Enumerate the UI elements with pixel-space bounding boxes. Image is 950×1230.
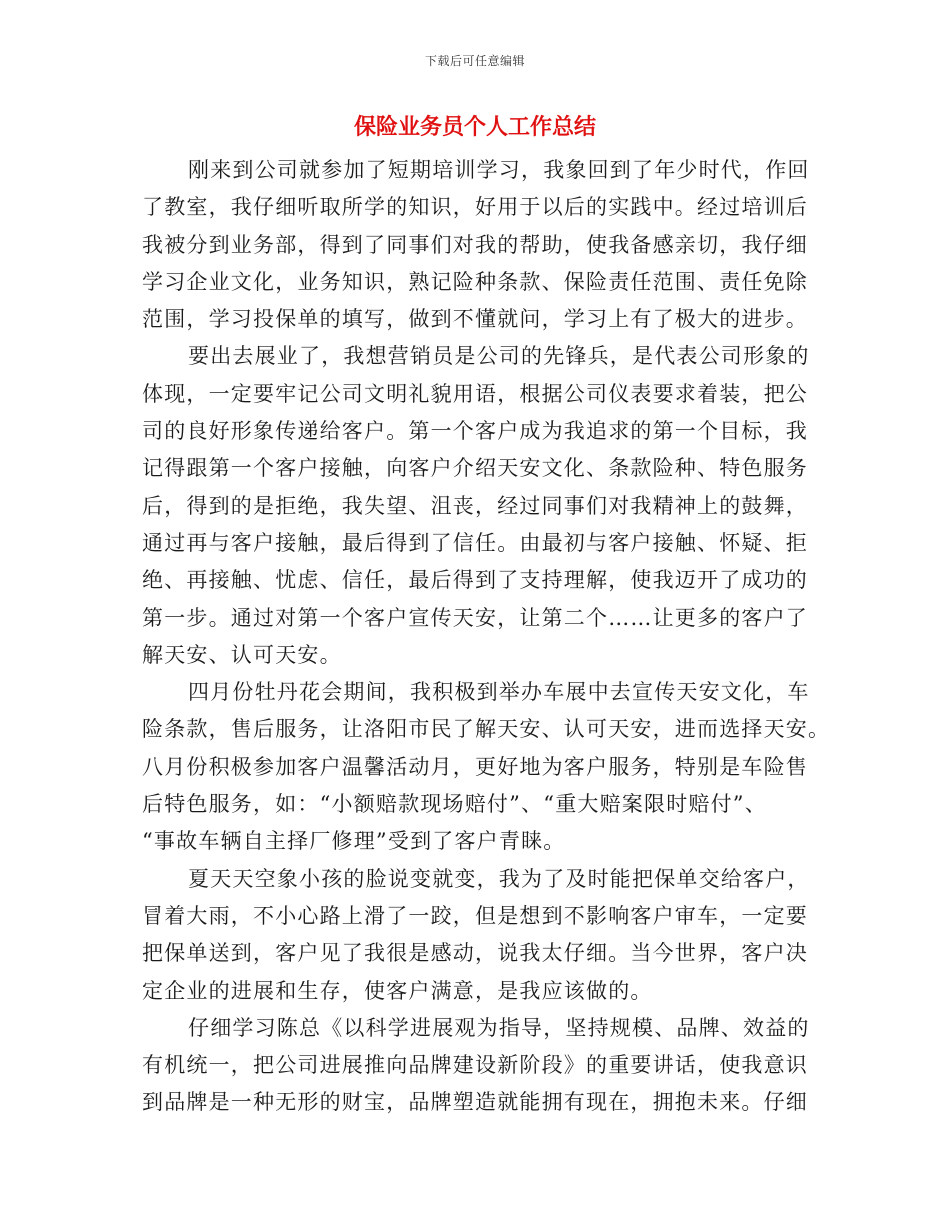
paragraph-line: 八月份积极参加客户温馨活动月，更好地为客户服务，特别是车险售	[142, 754, 808, 779]
document-body	[142, 152, 831, 1122]
paragraph-line: 有机统一，把公司进展推向品牌建设新阶段》的重要讲话，使我意识	[142, 1053, 808, 1078]
paragraph-line: 解天安、认可天安。	[142, 642, 342, 667]
paragraph-line: 到品牌是一种无形的财宝，品牌塑造就能拥有现在，拥抱未来。仔细	[142, 1090, 808, 1115]
paragraph-line: 仔细学习陈总《以科学进展观为指导，坚持规模、品牌、效益的	[188, 1015, 810, 1040]
paragraph-line: 体现，一定要牢记公司文明礼貌用语，根据公司仪表要求着装，把公	[142, 381, 808, 406]
paragraph-line: 学习企业文化，业务知识，熟记险种条款、保险责任范围、责任免除	[142, 269, 808, 294]
paragraph-line: 我被分到业务部，得到了同事们对我的帮助，使我备感亲切，我仔细	[142, 232, 808, 257]
paragraph-line: 定企业的进展和生存，使客户满意，是我应该做的。	[142, 978, 653, 1003]
paragraph-line: 夏天天空象小孩的脸说变就变，我为了及时能把保单交给客户，	[188, 866, 810, 891]
paragraph-line: 要出去展业了，我想营销员是公司的先锋兵，是代表公司形象的	[188, 344, 810, 369]
paragraph-line: 司的良好形象传递给客户。第一个客户成为我追求的第一个目标，我	[142, 419, 808, 444]
paragraph-line: 通过再与客户接触，最后得到了信任。由最初与客户接触、怀疑、拒	[142, 530, 808, 555]
paragraph-line: “事故车辆自主择厂修理”受到了客户青睐。	[142, 829, 566, 854]
paragraph-line: 冒着大雨，不小心路上滑了一跤，但是想到不影响客户审车，一定要	[142, 903, 808, 928]
paragraph-line: 后特色服务，如：“小额赔款现场赔付”、“重大赔案限时赔付”、	[142, 792, 767, 817]
paragraph-line: 第一步。通过对第一个客户宣传天安，让第二个……让更多的客户了	[142, 605, 808, 630]
header-note: 下载后可任意编辑	[424, 54, 525, 68]
paragraph-line: 记得跟第一个客户接触，向客户介绍天安文化、条款险种、特色服务	[142, 456, 808, 481]
paragraph-line: 后，得到的是拒绝，我失望、沮丧，经过同事们对我精神上的鼓舞，	[142, 493, 808, 518]
paragraph-line: 了教室，我仔细听取所学的知识，好用于以后的实践中。经过培训后	[142, 195, 808, 220]
paragraph-line: 险条款，售后服务，让洛阳市民了解天安、认可天安，进而选择天安。	[142, 717, 831, 742]
paragraph-line: 四月份牡丹花会期间，我积极到举办车展中去宣传天安文化，车	[188, 680, 810, 705]
paragraph-line: 把保单送到，客户见了我很是感动，说我太仔细。当今世界，客户决	[142, 941, 808, 966]
paragraph-line: 范围，学习投保单的填写，做到不懂就问，学习上有了极大的进步。	[142, 307, 808, 332]
document-title: 保险业务员个人工作总结	[353, 114, 596, 140]
paragraph-line: 绝、再接触、忧虑、信任，最后得到了支持理解，使我迈开了成功的	[142, 568, 808, 593]
paragraph-line: 刚来到公司就参加了短期培训学习，我象回到了年少时代，作回	[188, 158, 810, 182]
